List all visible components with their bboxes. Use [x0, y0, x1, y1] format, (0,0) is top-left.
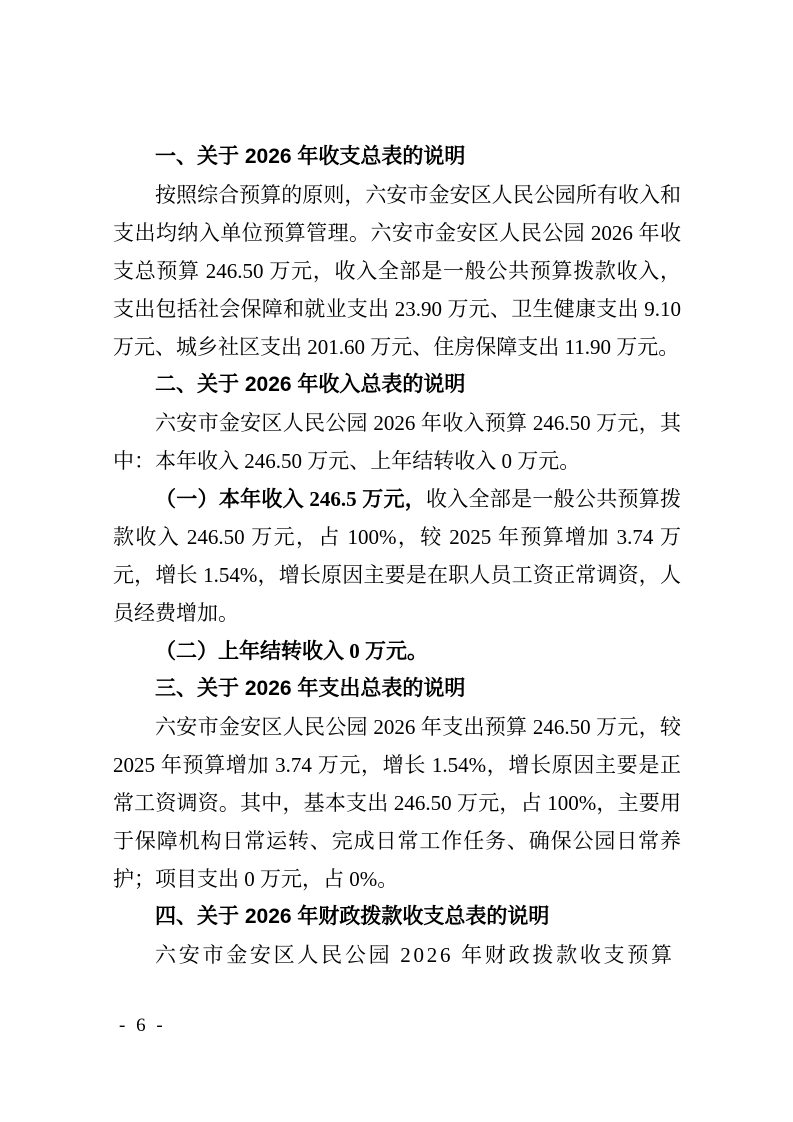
section2-paragraph: 六安市金安区人民公园 2026 年收入预算 246.50 万元，其中：本年收入 246.50 万元、上年结转收入 0 万元。 — [113, 411, 681, 473]
section1-heading: 一、关于 2026 年收支总表的说明 — [155, 145, 466, 168]
section2-item2-paragraph: （二）上年结转收入 0 万元。 — [155, 639, 428, 663]
section2-item1-body: 收入全部是一般公共预算拨款收入 246.50 万元，占 100%，较 2025 年预算增加 3.74 万元，增长 1.54%，增长原因主要是在职人员工资正常调资，人员经费增加。 — [113, 487, 682, 625]
section2-item1-lead: （一）本年收入 246.5 万元， — [155, 487, 427, 511]
page-number: - 6 - — [119, 1015, 166, 1036]
section3-heading: 三、关于 2026 年支出总表的说明 — [155, 677, 466, 700]
section3-paragraph: 六安市金安区人民公园 2026 年支出预算 246.50 万元，较 2025 年预算增加 3.74 万元，增长 1.54%，增长原因主要是正常工资调资。其中，基本支出 246.50 万元，占 100%，主要用于保障机构日常运转、完成日常工作任务、确保公园日常养护；项目支出 0 万元，占 0%。 — [113, 715, 681, 891]
section2-item1-paragraph — [113, 480, 681, 632]
section2-heading: 二、关于 2026 年收入总表的说明 — [155, 373, 466, 396]
section4-heading: 四、关于 2026 年财政拨款收支总表的说明 — [155, 905, 550, 928]
section1-paragraph: 按照综合预算的原则，六安市金安区人民公园所有收入和支出均纳入单位预算管理。六安市金安区人民公园 2026 年收支总预算 246.50 万元，收入全部是一般公共预算拨款收入，支出包括社会保障和就业支出 23.90 万元、卫生健康支出 9.10 万元、城乡社区支出 201.60 万元、住房保障支出 11.90 万元。 — [113, 183, 681, 359]
section4-paragraph: 六安市金安区人民公园 2026 年财政拨款收支预算 — [155, 943, 675, 967]
document-body — [113, 138, 681, 974]
